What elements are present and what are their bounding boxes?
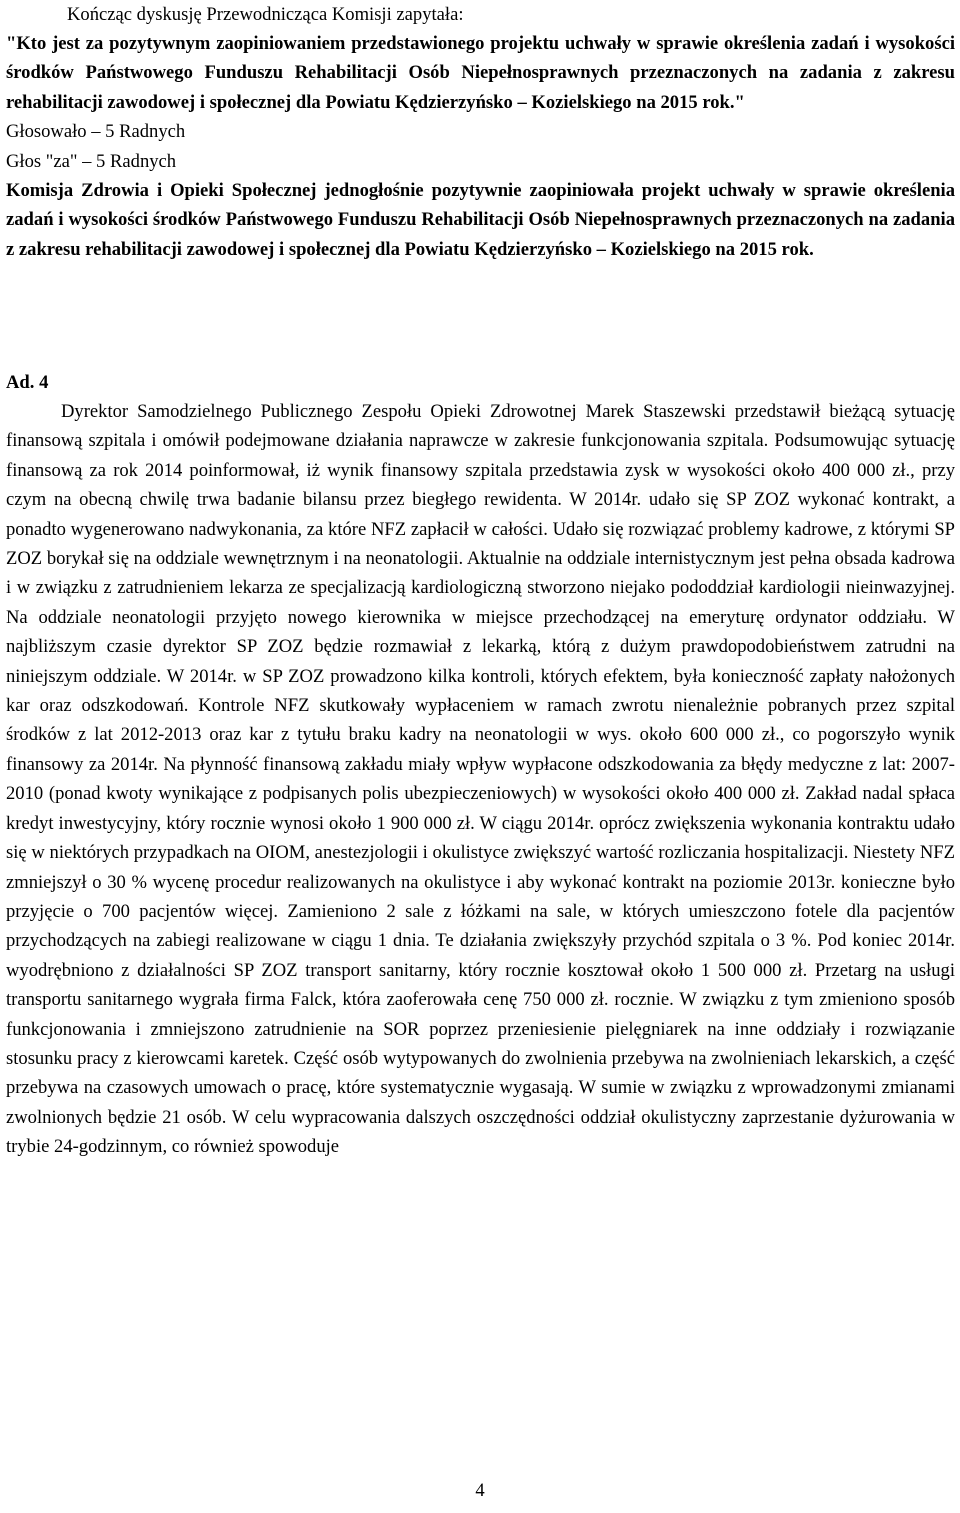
director-report-section: [6, 397, 955, 1162]
votes-for: Głos "za" – 5 Radnych: [6, 150, 177, 172]
agenda-item-heading: Ad. 4: [6, 372, 49, 393]
page-number: 4: [475, 1480, 485, 1501]
director-report: Dyrektor Samodzielnego Publicznego Zespołu Opieki Zdrowotnej Marek Staszewski przedstawił bieżącą sytuację finansową szpitala i omówił podejmowane działania naprawcze w zakresie funkcjonowania szpitala. Podsumowując sytuację finansową za rok 2014 poinformował, iż wynik finansowy szpitala przedstawia zysk w wysokości około 400 000 zł., przy czym na obecną chwilę trwa badanie bilansu przez biegłego rewidenta. W 2014r. udało się SP ZOZ wykonać kontrakt, a ponadto wygenerowano nadwykonania, za które NFZ zapłacił w całości. Udało się rozwiązać problemy kadrowe, z którymi SP ZOZ borykał się na oddziale wewnętrznym i na neonatologii. Aktualnie na oddziale internistycznym jest pełna obsada kadrowa i w związku z zatrudnieniem lekarza ze specjalizacją kardiologiczną stworzono niejako pododdział kardiologii nieinwazyjnej. Na oddziale neonatologii przyjęto nowego kierownika w miejsce przechodzącej na emeryturę ordynator oddziału. W najbliższym czasie dyrektor SP ZOZ będzie rozmawiał z lekarką, którą z dużym prawdopodobieństwem zatrudni na niniejszym oddziale. W 2014r. w SP ZOZ prowadzono kilka kontroli, których efektem, była konieczność zapłaty nałożonych kar oraz odszkodowań. Kontrole NFZ skutkowały wypłaceniem w ramach zwrotu nienależnie pobranych przez szpital środków z lat 2012-2013 oraz kar z tytułu braku kadry na neonatologii w wys. około 600 000 zł., co pogorszyło wynik finansowy za 2014r. Na płynność finansową zakładu miały wpływ wypłacone odszkodowania za błędy medyczne z lat: 2007- 2010 (ponad kwoty wynikające z podpisanych polis ubezpieczeniowych) w wysokości około 400 000 zł. Zakład nadal spłaca kredyt inwestycyjny, który rocznie wynosi około 1 900 000 zł. W ciągu 2014r. oprócz zwiększenia wykonania kontraktu udało się w niektórych przypadkach na OIOM, anestezjologii i okulistyce zwiększyć wartość rozliczania hospitalizacji. Niestety NFZ zmniejszył o 30 % wycenę procedur realizowanych na okulistyce i aby wykonać kontrakt na poziomie 2013r. konieczne było przyjęcie o 700 pacjentów więcej. Zamieniono 2 sale z łóżkami na sale, w których umieszczono fotele dla pacjentów przychodzących na zabiegi realizowane w ciągu 1 dnia. Te działania zwiększyły przychód szpitala o 3 %. Pod koniec 2014r. wyodrębniono z działalności SP ZOZ transport sanitarny, który rocznie kosztował około 1 500 000 zł. Przetarg na usługi transportu sanitarnego wygrała firma Falck, która zaoferowała cenę 750 000 zł. rocznie. W związku z tym zmieniono sposób funkcjonowania i zmniejszono zatrudnienie na SOR poprzez przeniesienie pielęgniarek na inne oddziały i rozwiązanie stosunku pracy z kierowcami karetek. Część osób wytypowanych do zwolnienia przebywa na zwolnieniach lekarskich, a część przebywa na czasowych umowach o pracę, które systematycznie wygasają. W sumie w związku z wprowadzonymi zmianami zwolnionych będzie 21 osób. W celu wypracowania dalszych oszczędności oddział okulistyczny zaprzestanie dyżurowania w trybie 24-godzinnym, co również spowoduje: [6, 401, 955, 1158]
vote-section: [6, 29, 955, 264]
intro-line: Kończąc dyskusję Przewodnicząca Komisji zapytała:: [67, 4, 464, 25]
committee-decision: Komisja Zdrowia i Opieki Społecznej jednogłośnie pozytywnie zaopiniowała projekt uchwały w sprawie określenia zadań i wysokości środków Państwowego Funduszu Rehabilitacji Osób Niepełnosprawnych przeznaczonych na zadania z zakresu rehabilitacji zawodowej i społecznej dla Powiatu Kędzierzyńsko – Kozielskiego na 2015 rok.: [6, 180, 955, 260]
voted-count: Głosowało – 5 Radnych: [6, 121, 186, 143]
vote-question: "Kto jest za pozytywnym zaopiniowaniem przedstawionego projektu uchwały w sprawie określenia zadań i wysokości środków Państwowego Funduszu Rehabilitacji Osób Niepełnosprawnych przeznaczonych na zadania z zakresu rehabilitacji zawodowej i społecznej dla Powiatu Kędzierzyńsko – Kozielskiego na 2015 rok.": [6, 33, 955, 113]
